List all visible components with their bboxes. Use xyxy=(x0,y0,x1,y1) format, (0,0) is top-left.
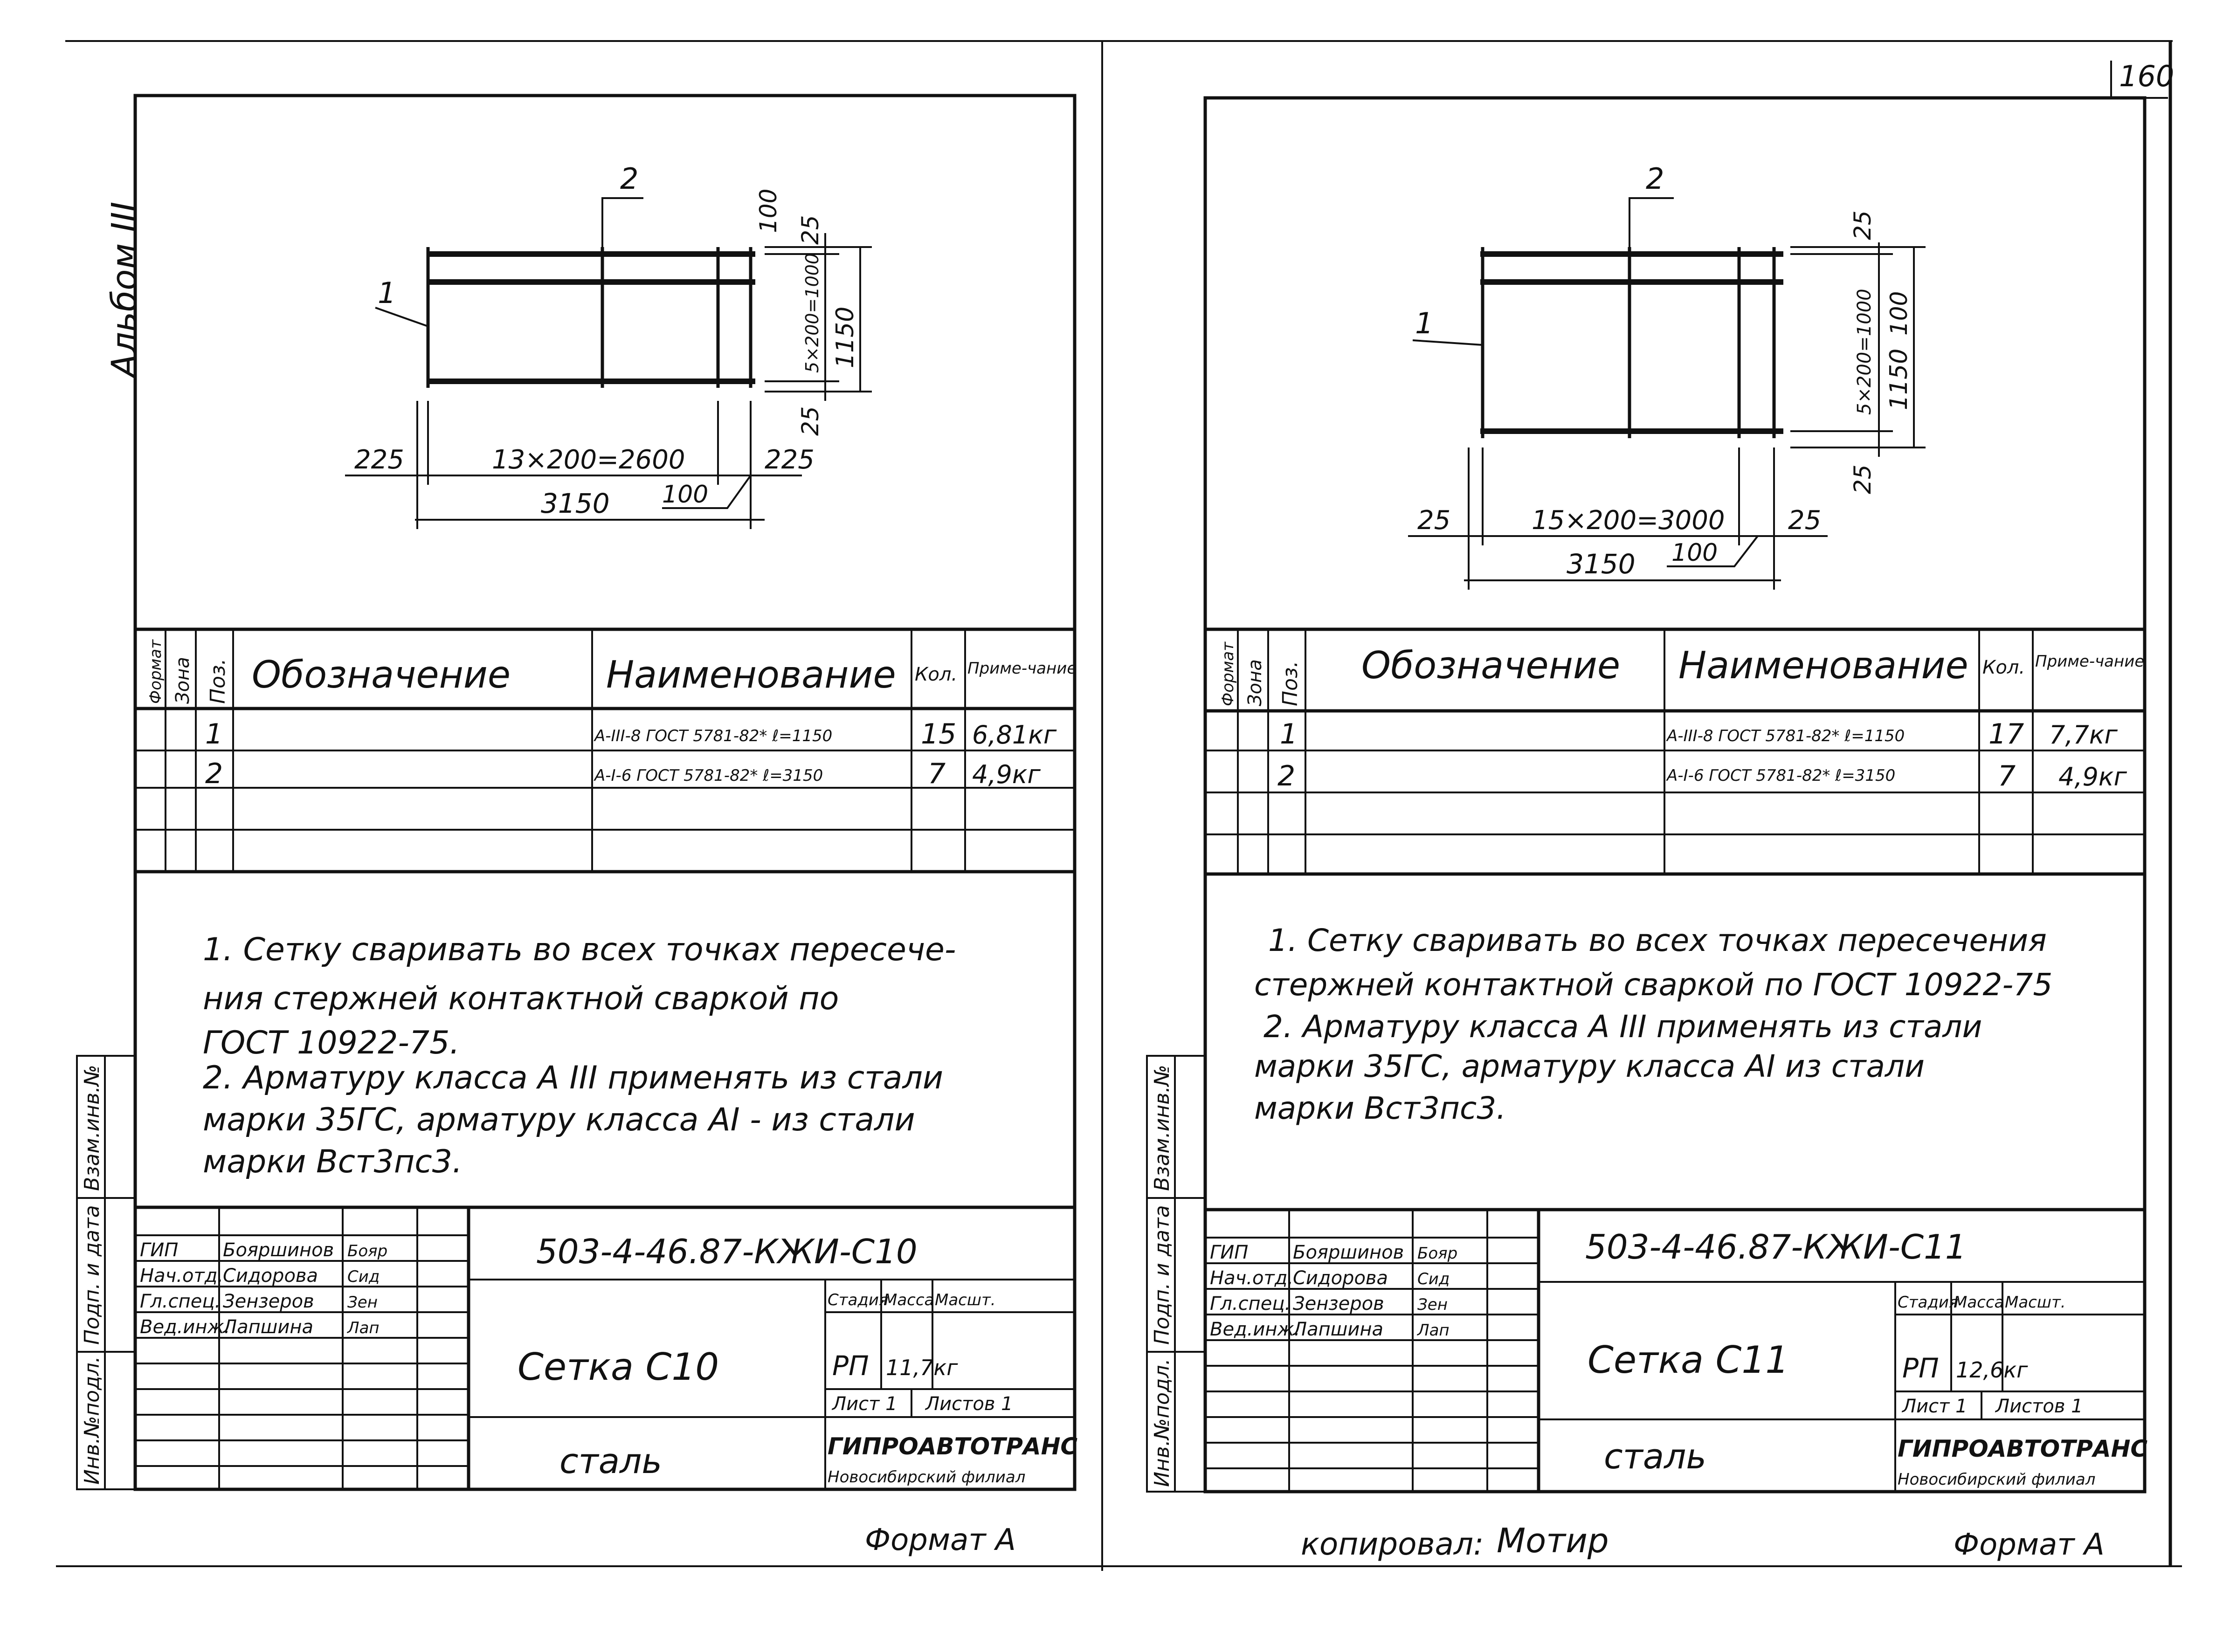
title-block xyxy=(1205,1210,2147,1492)
staff-role: Вед.инж. xyxy=(140,1316,230,1338)
row-note: 4,9кг xyxy=(972,760,1041,789)
staff-role: Гл.спец. xyxy=(140,1291,221,1312)
side-stamp-sign: Подп. и дата xyxy=(1150,1205,1174,1345)
col-qty: Кол. xyxy=(1982,657,2025,678)
staff-signature: Зен xyxy=(347,1293,378,1312)
sheet-left xyxy=(77,96,1077,1557)
row-pos: 2 xyxy=(205,757,223,790)
dim-bottom: 25 xyxy=(1849,464,1876,494)
staff-name: Бояршинов xyxy=(223,1239,334,1261)
album-label: Альбом III xyxy=(104,201,145,378)
staff-signature: Сид xyxy=(347,1267,380,1286)
row-qty: 7 xyxy=(1998,760,2016,792)
title-block xyxy=(135,1207,1077,1489)
row-pos: 1 xyxy=(1280,718,1298,750)
spec-table xyxy=(135,629,1077,872)
staff-signature: Бояр xyxy=(347,1242,388,1260)
dim-right: 225 xyxy=(765,445,815,475)
row-qty: 7 xyxy=(928,757,946,790)
col-name: Наименование xyxy=(1678,644,1968,687)
mass-label: Масса xyxy=(1954,1293,2004,1312)
staff-signature: Зен xyxy=(1417,1295,1448,1314)
dim-top-b: 25 xyxy=(797,215,824,245)
material: сталь xyxy=(1604,1437,1707,1477)
row-name: А-I-6 ГОСТ 5781-82* ℓ=3150 xyxy=(594,766,823,785)
side-stamp-replace: Взам.инв.№ xyxy=(80,1065,104,1191)
staff-name: Зензеров xyxy=(1293,1293,1384,1315)
staff-name: Сидорова xyxy=(1293,1267,1388,1289)
mesh-drawing xyxy=(345,162,872,529)
staff-signature: Сид xyxy=(1417,1270,1450,1288)
pos2-label: 2 xyxy=(620,162,639,196)
side-stamp xyxy=(77,1056,135,1489)
note-line: марки Вст3пс3. xyxy=(1254,1090,1506,1126)
sheet-right xyxy=(1147,41,2170,1566)
side-stamp xyxy=(1147,1056,1205,1492)
col-note: Приме-чание xyxy=(2035,652,2145,671)
organization-branch: Новосибирский филиал xyxy=(1898,1470,2096,1489)
dim-bottom: 25 xyxy=(797,406,824,436)
stage-value: РП xyxy=(832,1350,869,1382)
staff-role: Вед.инж. xyxy=(1210,1319,1300,1340)
col-zone: Зона xyxy=(172,657,193,704)
staff-signature: Лап xyxy=(347,1319,380,1337)
pos2-label: 2 xyxy=(1646,162,1664,196)
staff-name: Сидорова xyxy=(223,1265,318,1287)
leader-pos1 xyxy=(1413,340,1483,345)
note-line: марки 35ГС, арматуру класса АI из стали xyxy=(1254,1048,1925,1084)
dim-height: 1150 xyxy=(831,306,859,368)
leader-pos2 xyxy=(602,198,643,254)
stage-value: РП xyxy=(1902,1352,1939,1384)
col-pos: Поз. xyxy=(1278,661,1302,706)
doc-code: 503-4-46.87-КЖИ-С10 xyxy=(536,1232,918,1271)
side-stamp-sign: Подп. и дата xyxy=(80,1205,104,1345)
staff-signature: Бояр xyxy=(1417,1244,1458,1263)
col-format: Формат xyxy=(146,640,165,704)
note-line: 2. Арматуру класса А III применять из стали xyxy=(203,1060,944,1096)
mesh-drawing xyxy=(1408,162,1926,590)
note-line: 2. Арматуру класса А III применять из стали xyxy=(1263,1009,1982,1045)
note-line: ГОСТ 10922-75. xyxy=(203,1025,460,1061)
page-number: 160 xyxy=(2119,59,2175,93)
dim-top-b: 100 xyxy=(1885,291,1912,336)
staff-name: Лапшина xyxy=(223,1316,314,1338)
sheet-title: Сетка С10 xyxy=(518,1345,719,1389)
row-pos: 2 xyxy=(1277,760,1296,792)
pos1-label: 1 xyxy=(1415,306,1434,340)
mass-value: 12,6кг xyxy=(1956,1357,2028,1383)
col-zone: Зона xyxy=(1244,659,1266,706)
col-pos: Поз. xyxy=(206,658,230,704)
staff-signature: Лап xyxy=(1417,1321,1450,1340)
leader-pos2 xyxy=(1629,198,1674,254)
col-qty: Кол. xyxy=(915,664,958,685)
col-designation: Обозначение xyxy=(1361,644,1621,687)
col-format: Формат xyxy=(1219,642,1237,706)
organization: ГИПРОАВТОТРАНС xyxy=(828,1433,1078,1460)
dim-span: 13×200=2600 xyxy=(492,445,685,475)
staff-name: Бояршинов xyxy=(1293,1242,1404,1263)
spec-table xyxy=(1205,629,2145,874)
dim-overhang: 100 xyxy=(662,481,709,509)
copied-by-label: копировал: xyxy=(1301,1526,1484,1562)
note-line: ния стержней контактной сваркой по xyxy=(203,980,839,1017)
dim-left: 225 xyxy=(354,445,404,475)
dim-span: 15×200=3000 xyxy=(1532,505,1725,536)
staff-role: Нач.отд. xyxy=(1210,1267,1294,1289)
note-line: 1. Сетку сваривать во всех точках пересече- xyxy=(203,931,956,968)
organization-branch: Новосибирский филиал xyxy=(828,1468,1026,1487)
note-line: стержней контактной сваркой по ГОСТ 10922-75 xyxy=(1254,967,2053,1003)
side-stamp-replace: Взам.инв.№ xyxy=(1150,1065,1174,1191)
dim-total: 3150 xyxy=(1567,548,1636,580)
format-label: Формат А xyxy=(1954,1528,2105,1562)
format-label: Формат А xyxy=(865,1523,1016,1557)
notes-block xyxy=(1254,922,2052,1126)
organization: ГИПРОАВТОТРАНС xyxy=(1898,1435,2148,1462)
dim-height: 1150 xyxy=(1885,348,1913,410)
staff-name: Зензеров xyxy=(223,1291,314,1312)
col-name: Наименование xyxy=(606,653,896,696)
scale-label: Масшт. xyxy=(2005,1293,2066,1312)
copied-by-signature: Мотир xyxy=(1497,1521,1609,1560)
sheet-number: Лист 1 xyxy=(1902,1396,1968,1417)
scale-label: Масшт. xyxy=(935,1291,996,1309)
side-stamp-inv: Инв.№подл. xyxy=(80,1356,104,1485)
row-note: 6,81кг xyxy=(972,720,1057,750)
mass-value: 11,7кг xyxy=(886,1355,958,1380)
notes-block xyxy=(203,931,956,1180)
pos1-label: 1 xyxy=(378,276,396,310)
row-qty: 17 xyxy=(1988,718,2024,750)
col-note: Приме-чание xyxy=(967,659,1077,678)
dim-total: 3150 xyxy=(541,488,610,519)
row-name: А-III-8 ГОСТ 5781-82* ℓ=1150 xyxy=(594,727,833,745)
staff-role: Нач.отд. xyxy=(140,1265,224,1287)
side-stamp-inv: Инв.№подл. xyxy=(1150,1358,1174,1487)
row-note: 7,7кг xyxy=(2049,720,2118,750)
row-qty: 15 xyxy=(921,718,957,750)
mass-label: Масса xyxy=(884,1291,934,1309)
sheet-count: Листов 1 xyxy=(1995,1396,2083,1417)
doc-code: 503-4-46.87-КЖИ-С11 xyxy=(1585,1227,1967,1267)
sheet-count: Листов 1 xyxy=(925,1393,1013,1415)
dim-overhang: 100 xyxy=(1671,539,1718,567)
staff-role: ГИП xyxy=(1210,1242,1249,1263)
dim-top-a: 100 xyxy=(755,188,782,233)
sheet-number: Лист 1 xyxy=(832,1393,898,1415)
stage-label: Стадия xyxy=(1898,1293,1959,1312)
leader-pos1 xyxy=(375,308,428,326)
staff-role: Гл.спец. xyxy=(1210,1293,1291,1315)
staff-role: ГИП xyxy=(140,1239,179,1261)
row-name: А-I-6 ГОСТ 5781-82* ℓ=3150 xyxy=(1667,766,1896,785)
stage-label: Стадия xyxy=(828,1291,889,1309)
sheet-title: Сетка С11 xyxy=(1588,1338,1789,1382)
dim-left: 25 xyxy=(1417,505,1451,536)
dim-right: 25 xyxy=(1788,505,1822,536)
dim-vspan: 5×200=1000 xyxy=(1854,289,1875,415)
staff-name: Лапшина xyxy=(1293,1319,1384,1340)
row-note: 4,9кг xyxy=(2058,762,2127,792)
col-designation: Обозначение xyxy=(252,653,511,696)
row-pos: 1 xyxy=(205,718,223,750)
dim-vspan: 5×200=1000 xyxy=(802,253,822,373)
row-name: А-III-8 ГОСТ 5781-82* ℓ=1150 xyxy=(1667,727,1905,745)
material: сталь xyxy=(559,1441,663,1481)
dim-top-a: 25 xyxy=(1849,210,1876,240)
note-line: марки 35ГС, арматуру класса АI - из стали xyxy=(203,1101,915,1138)
note-line: марки Вст3пс3. xyxy=(203,1143,463,1180)
note-line: 1. Сетку сваривать во всех точках пересечения xyxy=(1268,922,2047,958)
